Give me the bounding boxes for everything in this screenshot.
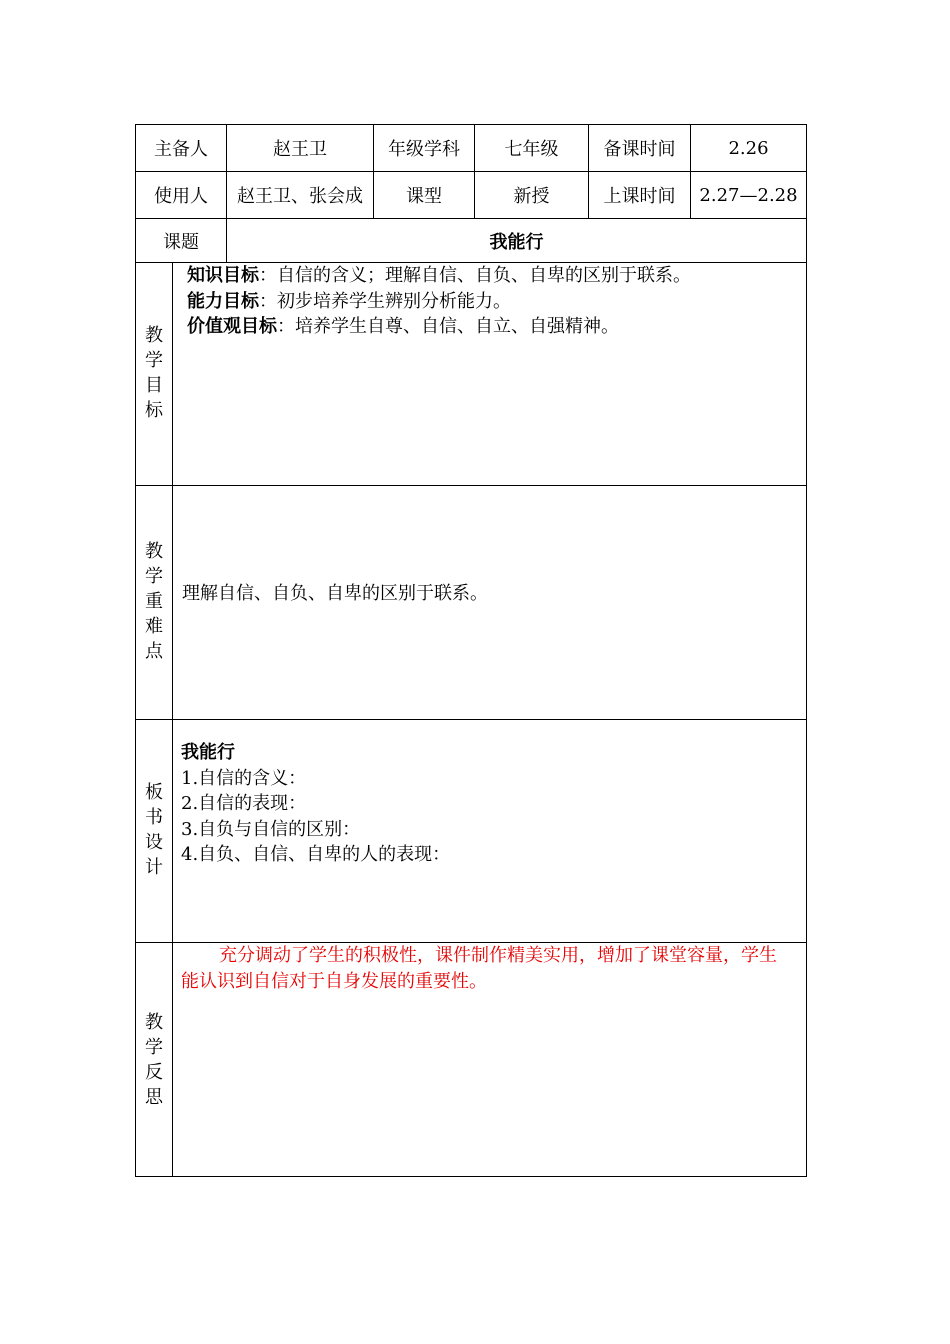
topic-label: 课题 <box>163 231 199 253</box>
board-design-content <box>181 740 450 868</box>
knowledge-objective <box>187 263 691 289</box>
prep-time-value: 2.26 <box>728 137 769 159</box>
objectives-content <box>187 263 691 340</box>
preparer-value: 赵王卫 <box>273 139 327 160</box>
reflection-line: 能认识到自信对于自身发展的重要性。 <box>181 970 487 992</box>
user-value: 赵王卫、张会成 <box>237 186 363 207</box>
board-item: 4.自负、自信、自卑的人的表现： <box>181 844 451 865</box>
label-char: 难 <box>145 616 163 637</box>
label-char: 重 <box>145 591 163 612</box>
key-points-content: 理解自信、自负、自卑的区别于联系。 <box>182 583 488 604</box>
grade-subject-value: 七年级 <box>504 139 559 160</box>
class-time-value: 2.27—2.28 <box>699 184 798 206</box>
preparer-label: 主备人 <box>154 139 208 160</box>
table-border-right <box>806 124 807 1177</box>
label-char: 学 <box>145 566 163 587</box>
ability-objective <box>187 289 691 315</box>
table-label-col-divider <box>172 262 173 1177</box>
objectives-section-label <box>136 323 172 423</box>
objective-text: ：培养学生自尊、自信、自立、自强精神。 <box>277 316 619 337</box>
objective-label: 知识目标 <box>187 265 259 286</box>
board-item: 1.自信的含义： <box>181 767 307 789</box>
label-char: 标 <box>145 400 163 421</box>
objective-label: 能力目标 <box>187 290 259 312</box>
reflection-content <box>181 943 777 994</box>
reflection-section-label <box>136 1010 172 1110</box>
table-border-bottom <box>135 1176 807 1177</box>
table-row-divider <box>135 485 807 486</box>
value-objective <box>187 314 691 340</box>
label-char: 思 <box>145 1087 163 1108</box>
label-char: 教 <box>145 325 163 346</box>
lesson-type-value: 新授 <box>513 186 550 207</box>
label-char: 学 <box>145 1037 163 1058</box>
board-item: 3.自负与自信的区别： <box>181 818 361 840</box>
label-char: 教 <box>145 541 163 562</box>
objective-text: ：初步培养学生辨别分析能力。 <box>259 290 511 312</box>
board-title: 我能行 <box>181 742 235 763</box>
class-time-label: 上课时间 <box>603 186 676 207</box>
label-char: 教 <box>145 1012 163 1033</box>
label-char: 点 <box>145 641 163 662</box>
objective-text: ：自信的含义；理解自信、自负、自卑的区别于联系。 <box>259 265 691 286</box>
lesson-type-label: 课型 <box>406 186 442 207</box>
label-char: 书 <box>145 807 163 828</box>
key-points-section-label <box>136 539 172 664</box>
label-char: 目 <box>145 375 163 396</box>
prep-time-label: 备课时间 <box>603 139 676 160</box>
grade-subject-label: 年级学科 <box>388 139 460 160</box>
reflection-line: 充分调动了学生的积极性，课件制作精美实用，增加了课堂容量，学生 <box>219 945 777 966</box>
board-item: 2.自信的表现： <box>181 793 307 814</box>
label-char: 设 <box>145 832 163 853</box>
board-design-section-label <box>136 780 172 880</box>
table-row-divider <box>135 719 807 720</box>
objective-label: 价值观目标 <box>187 316 277 337</box>
label-char: 反 <box>145 1062 163 1083</box>
label-char: 计 <box>145 857 163 878</box>
topic-value: 我能行 <box>489 231 544 253</box>
label-char: 板 <box>145 782 163 803</box>
user-label: 使用人 <box>154 186 208 207</box>
label-char: 学 <box>145 350 163 371</box>
